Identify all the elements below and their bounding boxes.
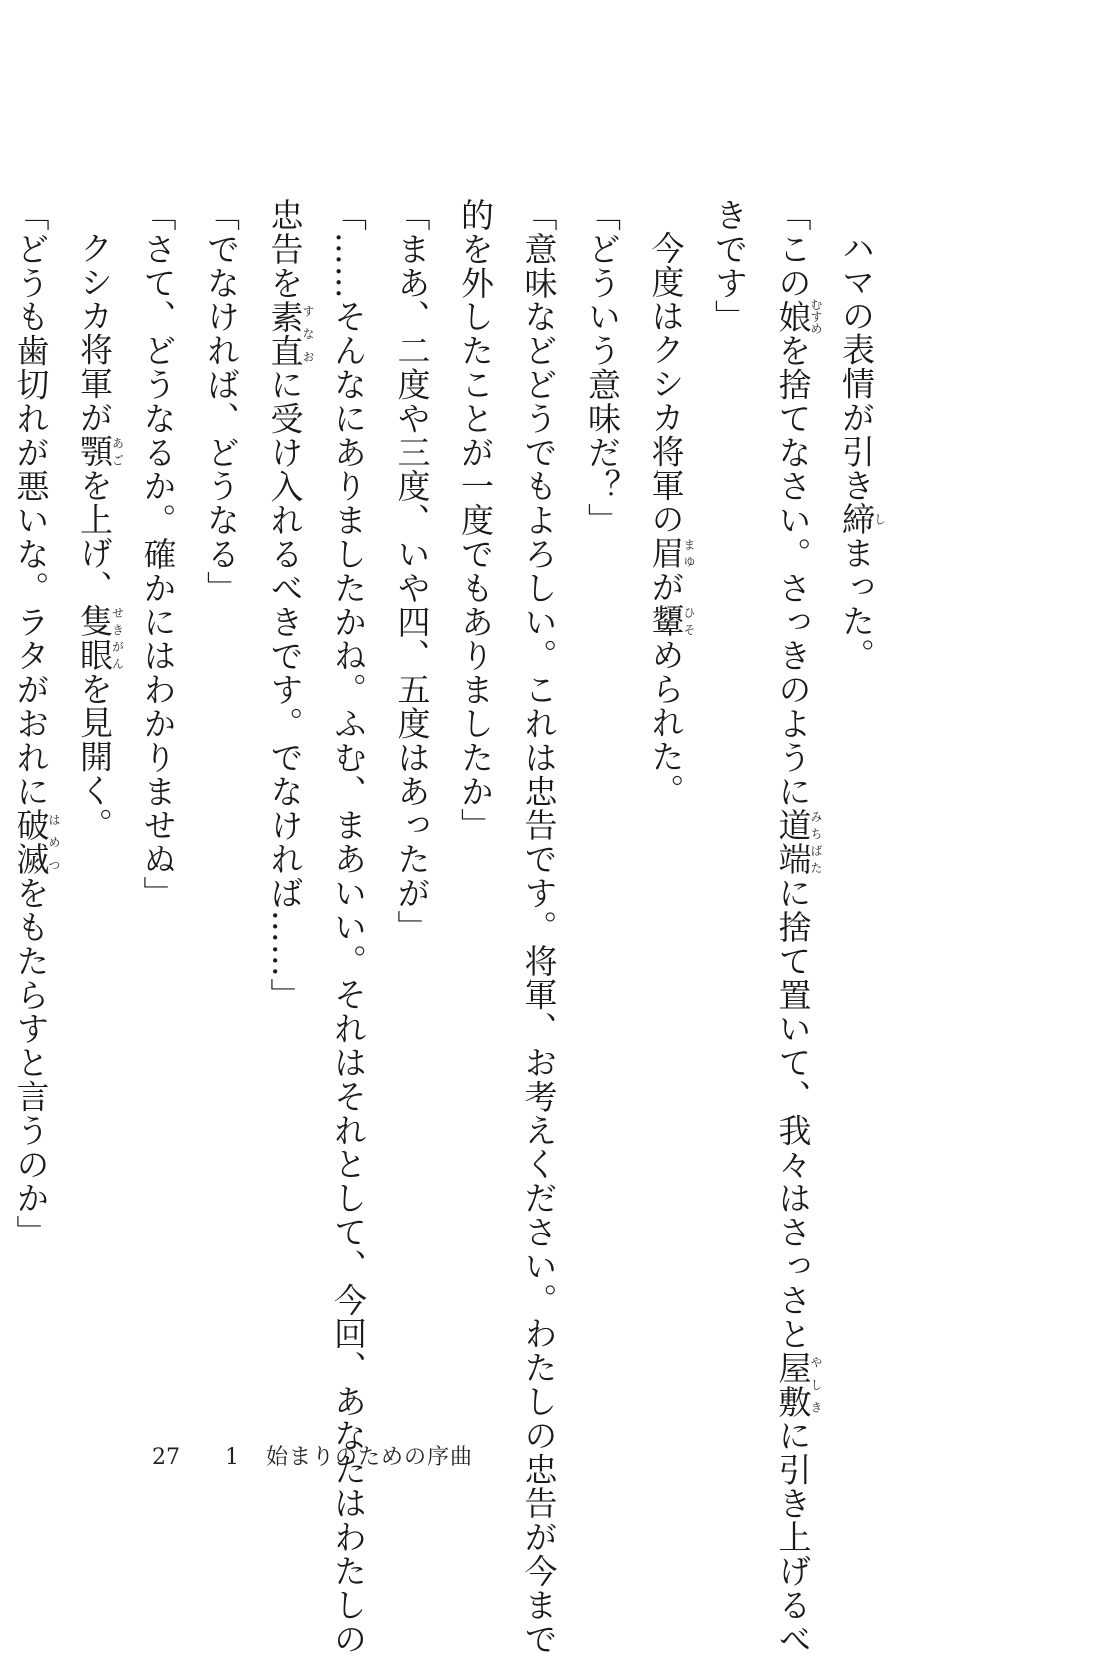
text-line	[380, 198, 444, 1408]
text-segment: に捨て置いて、我々はさっさと	[773, 876, 813, 1351]
text-segment: に引き上げるべ	[773, 1418, 813, 1656]
ruby-reading: はめつ	[47, 808, 61, 877]
ruby-reading: まゆ	[682, 536, 696, 570]
text-segment: められた。	[646, 637, 686, 808]
ruby-base: 素直	[265, 299, 305, 368]
ruby-base: 顰	[646, 603, 686, 638]
text-segment: が	[646, 570, 686, 604]
text-segment: ハマの表情が引き	[837, 231, 876, 503]
text-line	[761, 198, 825, 1656]
ruby-reading: みちばた	[809, 808, 823, 877]
furigana-word	[773, 298, 823, 335]
ruby-base: 締	[837, 502, 876, 537]
chapter-number: 1	[225, 1445, 239, 1470]
ruby-base: 眉	[646, 536, 686, 571]
furigana-word	[773, 808, 823, 877]
text-line	[0, 198, 63, 1408]
text-line	[507, 198, 571, 1656]
furigana-word	[773, 1350, 823, 1419]
ruby-base: 道端	[773, 808, 813, 877]
text-segment: 「意味などどうでもよろしい。これは忠告です。将軍、お考えください。わたしの忠告が今まで	[519, 198, 559, 1656]
ruby-base: 顎	[75, 434, 114, 469]
text-segment: クシカ将軍が	[75, 231, 114, 435]
furigana-word	[837, 502, 887, 537]
text-segment: を捨てなさい。さっきのように	[773, 333, 813, 809]
text-line	[698, 198, 762, 1408]
text-line	[190, 198, 254, 1408]
page-footer	[152, 1440, 473, 1471]
text-segment: 「でなければ、どうなる」	[202, 198, 241, 605]
page-number: 27	[152, 1445, 180, 1470]
text-segment: を見開く。	[75, 671, 114, 842]
furigana-word	[11, 808, 61, 877]
text-line	[253, 198, 317, 1408]
ruby-base: 屋敷	[773, 1350, 813, 1419]
ruby-reading: ひそ	[682, 603, 696, 638]
ruby-reading: むすめ	[809, 298, 823, 335]
text-segment: きです」	[710, 198, 749, 334]
furigana-word	[646, 603, 696, 638]
text-segment: まった。	[837, 536, 876, 672]
ruby-reading: あご	[110, 434, 125, 469]
furigana-word	[75, 603, 125, 672]
ruby-reading: すなお	[301, 299, 315, 368]
text-segment: 「まあ、二度や三度、いや四、五度はあったが」	[392, 198, 432, 944]
text-segment: を上げ、	[75, 468, 114, 604]
text-segment: 「どういう意味だ？」	[583, 198, 622, 537]
text-segment: 今度はクシカ将軍の	[646, 231, 686, 537]
ruby-reading: やしき	[809, 1350, 823, 1419]
text-line	[444, 198, 508, 1408]
text-line	[126, 198, 190, 1408]
text-segment: 的を外したことが一度でもありましたか」	[456, 198, 495, 843]
text-segment: 「どうも歯切れが悪いな。ラタがおれに	[11, 198, 51, 809]
text-segment: 「この	[773, 198, 813, 300]
ruby-reading: し	[872, 502, 887, 537]
furigana-word	[646, 536, 696, 571]
text-segment: に受け入れるべきです。でなければ……」	[265, 367, 305, 1012]
text-segment: 忠告を	[265, 198, 305, 300]
text-segment: 「……そんなにありましたかね。ふむ、まあいい。それはそれとして、今回、あなたはわたしの	[329, 198, 368, 1656]
text-line	[571, 198, 635, 1408]
text-segment: をもたらすと言うのか」	[11, 876, 51, 1249]
text-line	[63, 198, 127, 1408]
ruby-base: 隻眼	[75, 603, 114, 672]
ruby-reading: せきがん	[110, 603, 125, 672]
text-segment: 「さて、どうなるか。確かにはわかりませぬ」	[138, 198, 178, 910]
text-line	[825, 198, 889, 1408]
text-line	[317, 198, 381, 1656]
chapter-title: 始まりのための序曲	[266, 1445, 474, 1470]
furigana-word	[265, 299, 315, 368]
furigana-word	[75, 434, 125, 469]
ruby-base: 娘	[773, 298, 813, 335]
ruby-base: 破滅	[11, 808, 51, 877]
text-line	[634, 198, 698, 1408]
